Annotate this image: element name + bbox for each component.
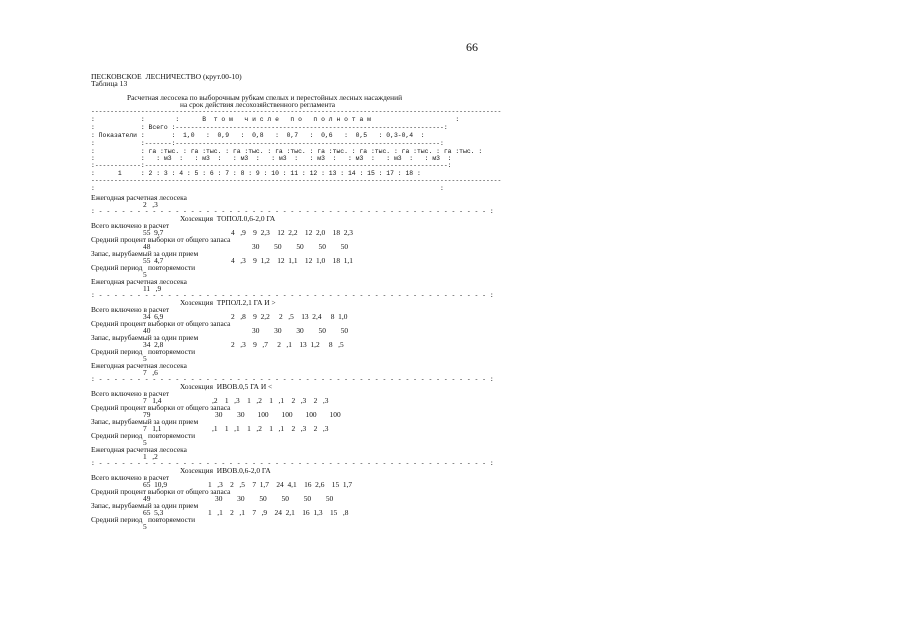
section-divider: : - - - - - - - - - - - - - - - - - - - - - - - - - - - - - - - - - - - - - - - - - - - - - - - - - - - : — [91, 460, 494, 467]
value-included-total: 34 6,9 — [143, 312, 164, 321]
table-colon-row: : : — [91, 185, 444, 192]
row-label-pct: Средний процент выборки от общего запаса — [91, 319, 231, 328]
value-stock-total: 34 2,8 — [143, 340, 164, 349]
page-number: 66 — [466, 40, 478, 54]
value-period: 5 — [143, 270, 147, 279]
values-stock: 4 ,3 9 1,2 12 1,1 12 1,0 18 1,1 — [231, 256, 353, 265]
table-head-row5: : : га :тыс. : га :тыс. : га :тыс. : га :тыс. : га :тыс. : га :тыс. : га :тыс. : га :тыс. : — [91, 148, 483, 155]
values-stock: ,1 1 ,1 1 ,2 1 ,1 2 ,3 2 ,3 — [212, 424, 329, 433]
section-title: Хозсекция ИВОВ.0,6-2,0 ГА — [180, 466, 271, 475]
section-divider: : - - - - - - - - - - - - - - - - - - - - - - - - - - - - - - - - - - - - - - - - - - - - - - - - - - - : — [91, 208, 494, 215]
row-label-stock: Запас, вырубаемый за один прием — [91, 417, 199, 426]
table-head-row3: : Показатели : : 1,0 : 0,9 : 0,8 : 0,7 : 0,6 : 0,5 : 0,3-0,4 : — [91, 132, 425, 139]
value-period: 5 — [143, 354, 147, 363]
section-title: Хозсекция ИВОВ.0,5 ГА И < — [180, 382, 273, 391]
forestry-name: ПЕСКОВСКОЕ ЛЕСНИЧЕСТВО (крут.00-10) — [91, 72, 242, 81]
value-annual: 11 ,9 — [143, 284, 162, 293]
row-label-period: Средний период повторяемости — [91, 515, 196, 524]
value-included-total: 55 9,7 — [143, 228, 164, 237]
section-title: Хозсекция ТРПОЛ.2,1 ГА И > — [180, 298, 276, 307]
row-label-stock: Запас, вырубаемый за один прием — [91, 249, 199, 258]
value-period: 5 — [143, 438, 147, 447]
row-label-period: Средний период повторяемости — [91, 263, 196, 272]
table-sep-top: ----------------------------------------------------------------------------------------------------------- — [91, 108, 502, 115]
value-included-total: 65 10,9 — [143, 480, 168, 489]
table-sep-bottom: ----------------------------------------------------------------------------------------------------------- — [91, 177, 502, 184]
values-pct: 30 30 50 50 50 50 — [215, 494, 334, 503]
value-pct-total: 79 — [143, 410, 151, 419]
table-head-row1: : : : В т о м ч и с л е п о п о л н о т а м : — [91, 116, 460, 123]
value-period: 5 — [143, 522, 147, 531]
value-pct-total: 48 — [143, 242, 151, 251]
value-stock-total: 7 1,1 — [143, 424, 162, 433]
values-stock: 1 ,1 2 ,1 7 ,9 24 2,1 16 1,3 15 ,8 — [208, 508, 349, 517]
row-label-stock: Запас, вырубаемый за один прием — [91, 333, 199, 342]
row-label-annual: Ежегодная расчетная лесосека — [91, 361, 187, 370]
section-divider: : - - - - - - - - - - - - - - - - - - - - - - - - - - - - - - - - - - - - - - - - - - - - - - - - - - - : — [91, 292, 494, 299]
section-title: Хозсекция ТОПОЛ.0,6-2,0 ГА — [180, 214, 276, 223]
row-label-pct: Средний процент выборки от общего запаса — [91, 235, 231, 244]
row-label-included: Всего включено в расчет — [91, 221, 170, 230]
row-label-period: Средний период повторяемости — [91, 347, 196, 356]
value-annual: 2 ,3 — [143, 200, 158, 209]
table-head-row2: : : Всего :----------------------------------------------------------------------: — [91, 124, 448, 131]
row-label-stock: Запас, вырубаемый за один прием — [91, 501, 199, 510]
table-head-row7: :------------:-------------------------------------------------------------------------------: — [91, 162, 452, 169]
values-included: 4 ,9 9 2,3 12 2,2 12 2,0 18 2,3 — [231, 228, 353, 237]
row-label-included: Всего включено в расчет — [91, 473, 170, 482]
values-included: 2 ,8 9 2,2 2 ,5 13 2,4 8 1,0 — [231, 312, 348, 321]
value-pct-total: 49 — [143, 494, 151, 503]
row-label-annual: Ежегодная расчетная лесосека — [91, 193, 187, 202]
row-label-annual: Ежегодная расчетная лесосека — [91, 445, 187, 454]
section-divider: : - - - - - - - - - - - - - - - - - - - - - - - - - - - - - - - - - - - - - - - - - - - - - - - - - - - : — [91, 376, 494, 383]
value-pct-total: 40 — [143, 326, 151, 335]
value-stock-total: 55 4,7 — [143, 256, 164, 265]
row-label-pct: Средний процент выборки от общего запаса — [91, 487, 231, 496]
row-label-pct: Средний процент выборки от общего запаса — [91, 403, 231, 412]
values-pct: 30 30 100 100 100 100 — [215, 410, 341, 419]
value-stock-total: 65 5,3 — [143, 508, 164, 517]
value-included-total: 7 1,4 — [143, 396, 162, 405]
values-stock: 2 ,3 9 ,7 2 ,1 13 1,2 8 ,5 — [231, 340, 344, 349]
values-included: 1 ,3 2 ,5 7 1,7 24 4,1 16 2,6 15 1,7 — [208, 480, 353, 489]
row-label-annual: Ежегодная расчетная лесосека — [91, 277, 187, 286]
values-pct: 30 50 50 50 50 — [252, 242, 349, 251]
row-label-included: Всего включено в расчет — [91, 305, 170, 314]
table-title-line1: Расчетная лесосека по выборочным рубкам спелых и перестойных лесных насаждений — [127, 93, 403, 102]
values-included: ,2 1 ,3 1 ,2 1 ,1 2 ,3 2 ,3 — [212, 396, 329, 405]
value-annual: 7 ,6 — [143, 368, 158, 377]
values-pct: 30 30 30 50 50 — [252, 326, 349, 335]
table-head-row8: : 1 : 2 : 3 : 4 : 5 : 6 : 7 : 8 : 9 : 10 : 11 : 12 : 13 : 14 : 15 : 17 : 18 : — [91, 170, 421, 177]
table-head-row6: : : : м3 : : м3 : : м3 : : м3 : : м3 : : м3 : : м3 : : м3 : — [91, 155, 452, 162]
value-annual: 1 ,2 — [143, 452, 158, 461]
table-head-row4: : :-------:---------------------------------------------------------------------: — [91, 140, 444, 147]
row-label-period: Средний период повторяемости — [91, 431, 196, 440]
row-label-included: Всего включено в расчет — [91, 389, 170, 398]
table-number: Таблица 13 — [91, 79, 128, 88]
table-title-line2: на срок действия лесохозяйственного регламента — [180, 100, 336, 109]
